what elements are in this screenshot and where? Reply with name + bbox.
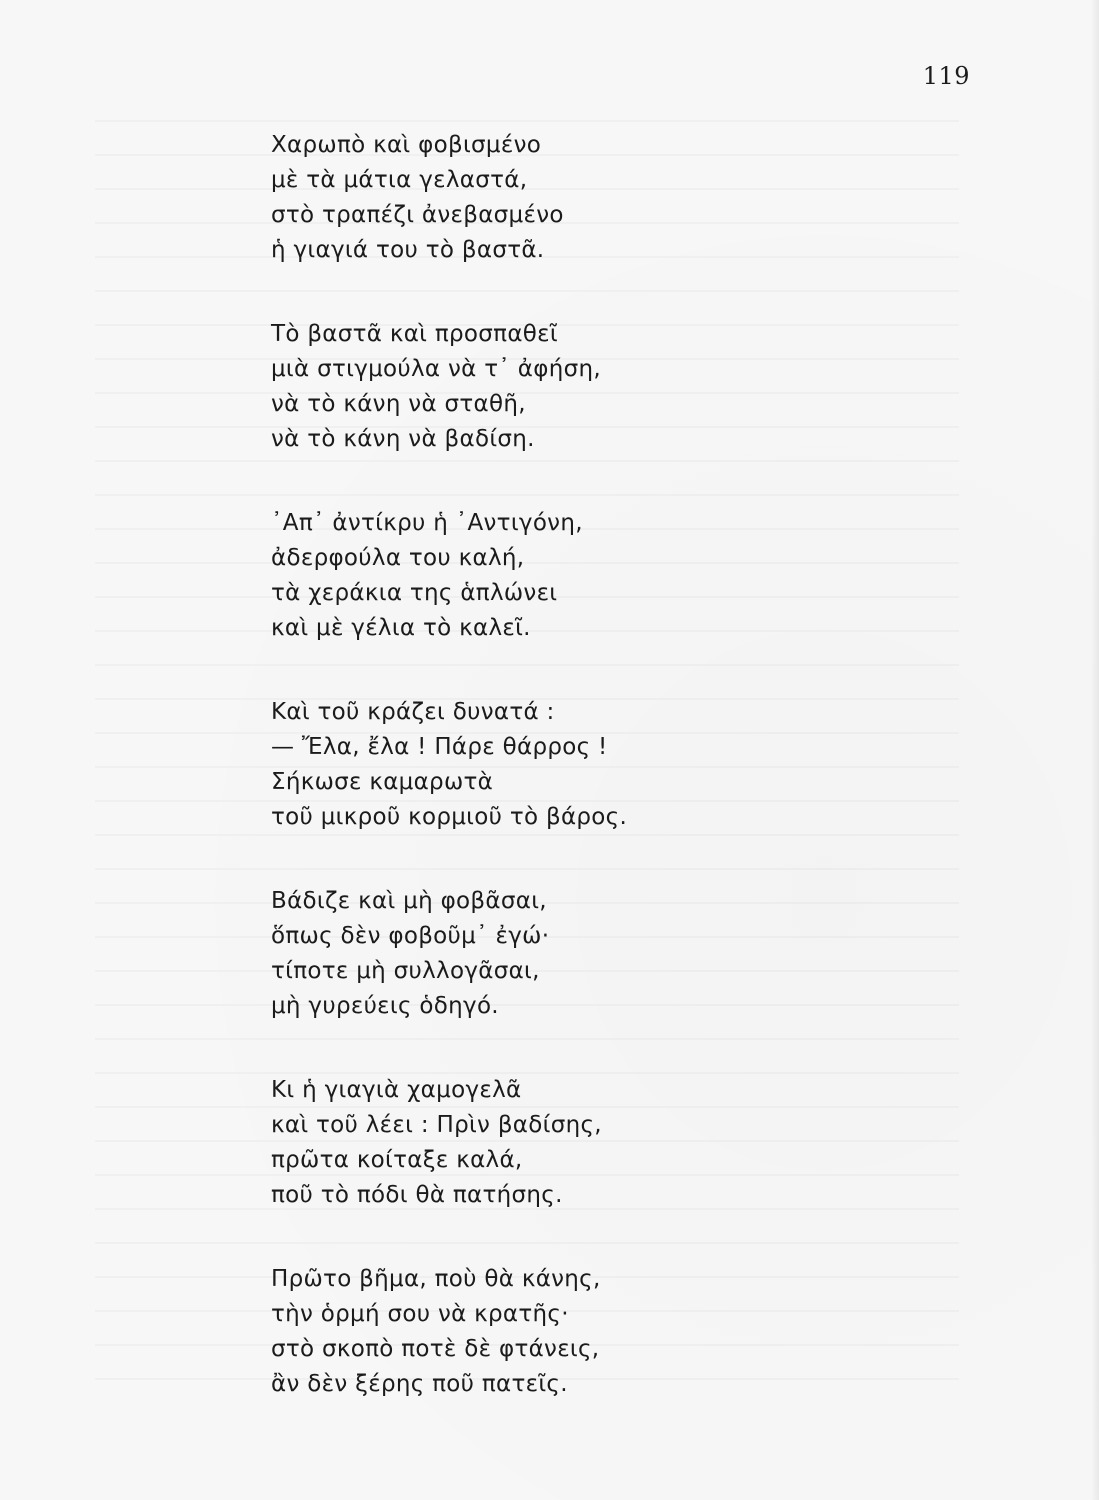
poem-line: Κι ἡ γιαγιὰ χαμογελᾶ [271,1077,522,1103]
poem-line: ποῦ τὸ πόδι θὰ πατήσης. [271,1182,563,1208]
poem-line: καὶ μὲ γέλια τὸ καλεῖ. [271,615,531,641]
poem-line: Τὸ βαστᾶ καὶ προσπαθεῖ [271,321,558,347]
poem-line: τίποτε μὴ συλλογᾶσαι, [271,958,540,984]
stanza-7 [271,1262,741,1402]
stanza-3 [271,506,741,646]
poem-line: στὸ τραπέζι ἀνεβασμένο [271,202,564,228]
stanza-4 [271,695,741,835]
poem-line: Χαρωπὸ καὶ φοβισμένο [271,132,542,158]
poem-line: ὅπως δὲν φοβοῦμ᾽ ἐγώ· [271,923,550,949]
poem-line: Καὶ τοῦ κράζει δυνατά : [271,699,555,725]
poem-line: νὰ τὸ κάνη νὰ βαδίση. [271,426,535,452]
poem-line: τοῦ μικροῦ κορμιοῦ τὸ βάρος. [271,804,628,830]
page-number: 119 [922,62,970,90]
poem-line: Σήκωσε καμαρωτὰ [271,769,494,795]
poem [271,128,741,1451]
stanza-6 [271,1073,741,1213]
poem-line: μὲ τὰ μάτια γελαστά, [271,167,528,193]
poem-line: καὶ τοῦ λέει : Πρὶν βαδίσης, [271,1112,602,1138]
poem-line: τὴν ὁρμή σου νὰ κρατῆς· [271,1301,569,1327]
poem-line: ἀδερφούλα του καλή, [271,545,525,571]
poem-line: στὸ σκοπὸ ποτὲ δὲ φτάνεις, [271,1336,600,1362]
poem-line: μιὰ στιγμούλα νὰ τ᾽ ἀφήση, [271,356,601,382]
poem-line: μὴ γυρεύεις ὁδηγό. [271,993,499,1019]
poem-line: ἡ γιαγιά του τὸ βαστᾶ. [271,237,545,263]
page-edge-shadow [1091,0,1099,1500]
poem-line: νὰ τὸ κάνη νὰ σταθῆ, [271,391,526,417]
poem-line: Βάδιζε καὶ μὴ φοβᾶσαι, [271,888,547,914]
poem-line: ᾿Απ᾽ ἀντίκρυ ἡ ᾿Αντιγόνη, [271,510,583,536]
stanza-2 [271,317,741,457]
stanza-5 [271,884,741,1024]
poem-line: — Ἔλα, ἔλα ! Πάρε θάρρος ! [271,734,608,760]
poem-line: Πρῶτο βῆμα, ποὺ θὰ κάνης, [271,1266,601,1292]
poem-line: τὰ χεράκια της ἁπλώνει [271,580,558,606]
stanza-1 [271,128,741,268]
poem-line: ἂν δὲν ξέρης ποῦ πατεῖς. [271,1371,568,1397]
poem-line: πρῶτα κοίταξε καλά, [271,1147,523,1173]
